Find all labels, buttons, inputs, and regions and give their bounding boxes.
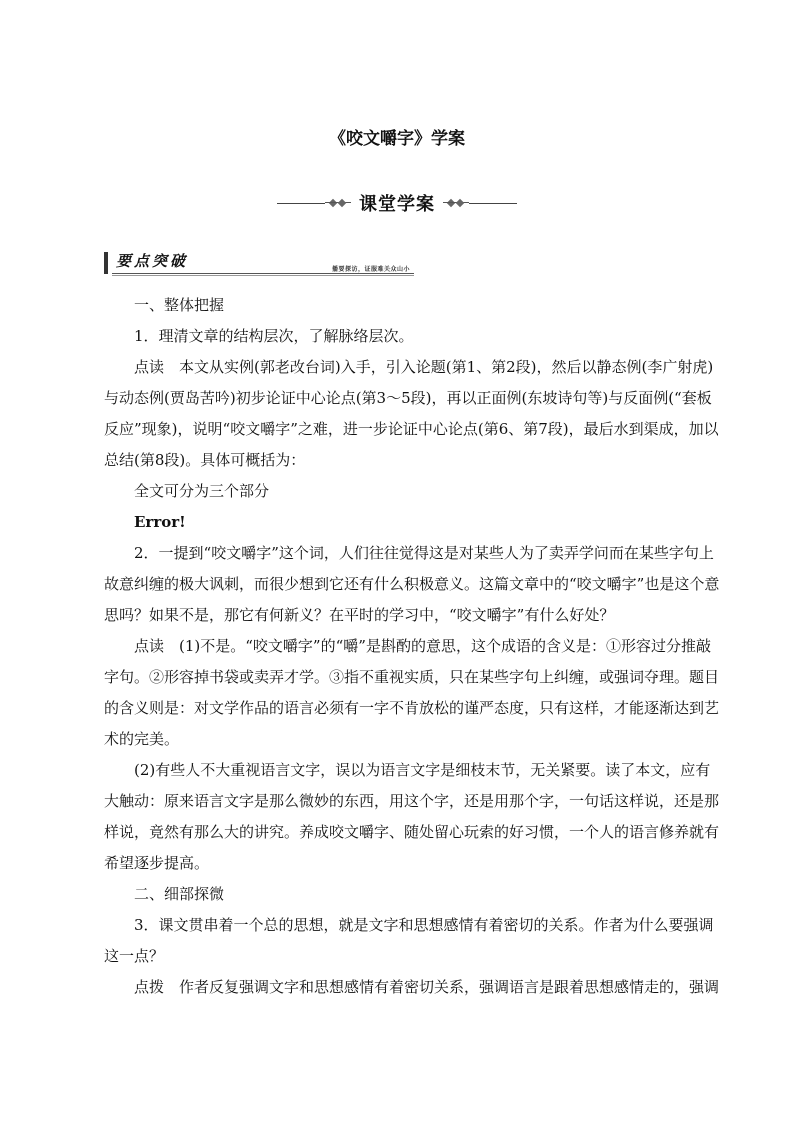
- section-heading-detail: 二、细部探微: [134, 885, 225, 903]
- keypoints-label: 要点突破: [116, 252, 189, 270]
- answer-1-text: 本文从实例(郭老改台词)入手，引入论题(第1、第2段)，然后以静态例(李广射虎)与动态例(贾岛苦吟)初步论证中心论点(第3～5段)，再以正面例(东坡诗句等)与反面例(“套板反应”现象)，说明“咬文嚼字”之难，进一步论证中心论点(第6、第7段)，最后水到渠成，加以总结(第8段)。具体可概括为：: [104, 358, 719, 469]
- header-bar-icon: [104, 252, 108, 274]
- header-underline-secondary: [112, 275, 414, 276]
- answer-2-part-1-text: (1)不是。“咬文嚼字”的“嚼”是斟酌的意思，这个成语的含义是：①形容过分推敲字句。②形容掉书袋或卖弄才学。③指不重视实质，只在某些字句上纠缠，或强词夺理。题目的含义则是：对文学作品的语言必须有一字不肯放松的谨严态度，只有这样，才能逐渐达到艺术的完美。: [104, 637, 720, 748]
- answer-2-part-1: [104, 631, 724, 755]
- answer-2-part-2: (2)有些人不大重视语言文字，误以为语言文字是细枝末节，无关紧要。读了本文，应有大触动：原来语言文字是那么微妙的东西，用这个字，还是用那个字，一句话这样说，还是那样说，竟然有那么大的讲究。养成咬文嚼字、随处留心玩索的好习惯，一个人的语言修养就有希望逐步提高。: [104, 761, 720, 872]
- keypoints-header: [104, 250, 414, 276]
- diamond-ornament-icon: [325, 198, 351, 208]
- question-1: 1．理清文章的结构层次，了解脉络层次。: [134, 327, 414, 345]
- diamond-ornament-icon: [443, 198, 469, 208]
- answer-label: 点读: [134, 358, 165, 376]
- header-underline: [112, 273, 414, 274]
- document-title: 《咬文嚼字》学案: [329, 129, 465, 149]
- keypoints-note: 播要探访，证服难关众山小: [331, 266, 410, 273]
- banner-line-left: [277, 203, 325, 204]
- answer-3-text: 作者反复强调文字和思想感情有着密切关系，强调语言是跟着思想感情走的，强调: [179, 978, 720, 996]
- question-2: 2．一提到“咬文嚼字”这个词，人们往往觉得这是对某些人为了卖弄学问而在某些字句上故意纠缠的极大讽刺，而很少想到它还有什么积极意义。这篇文章中的“咬文嚼字”也是这个意思吗？如果不是，那它有何新义？在平时的学习中，“咬文嚼字”有什么好处？: [104, 544, 720, 624]
- summary-line: 全文可分为三个部分: [134, 482, 270, 500]
- question-3: 3．课文贯串着一个总的思想，就是文字和思想感情有着密切的关系。作者为什么要强调这一点？: [104, 916, 714, 965]
- section-banner-title: 课堂学案: [359, 194, 435, 215]
- error-text: Error!: [134, 513, 186, 531]
- section-heading-overview: 一、整体把握: [134, 296, 225, 314]
- document-body: [104, 290, 724, 1003]
- answer-3: [104, 972, 724, 1003]
- section-banner: [0, 190, 794, 216]
- answer-1: [104, 352, 724, 476]
- banner-line-right: [469, 203, 517, 204]
- answer-label: 点拨: [134, 978, 165, 996]
- answer-label: 点读: [134, 637, 165, 655]
